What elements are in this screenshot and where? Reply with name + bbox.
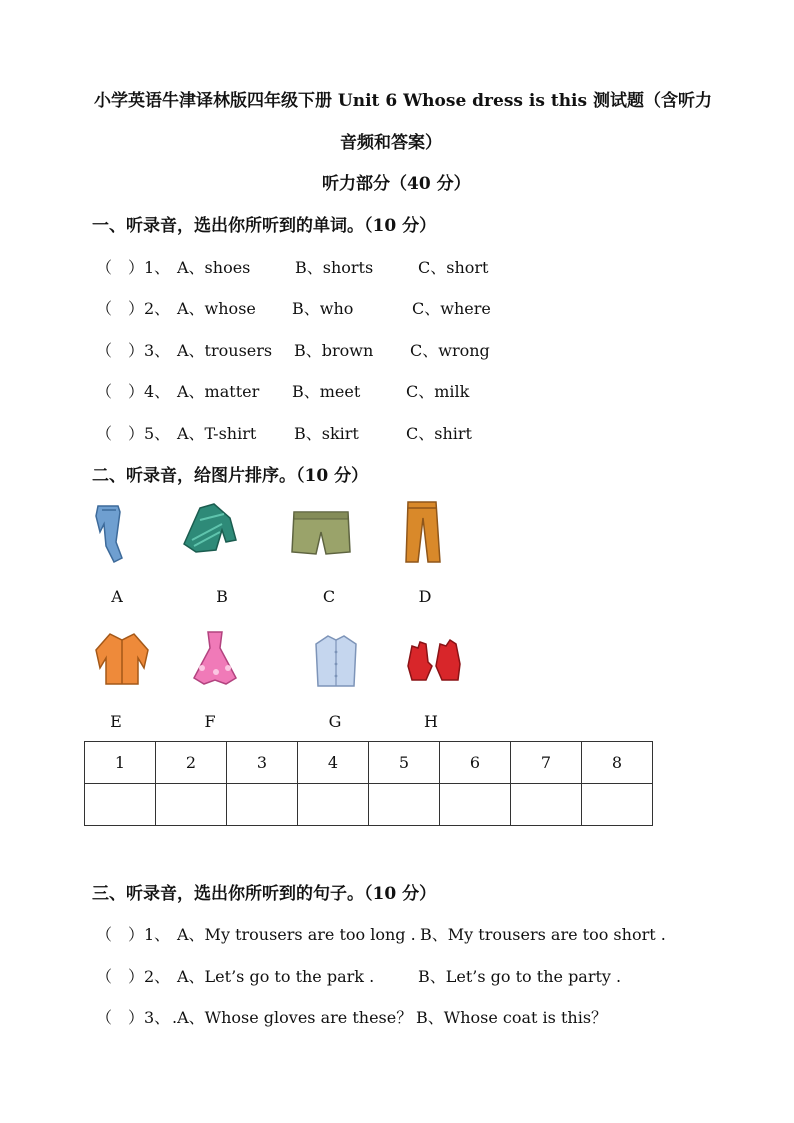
- table-header-cell: 7: [511, 742, 582, 784]
- table-header-cell: 5: [369, 742, 440, 784]
- q-bracket: （ ）2、: [96, 967, 171, 986]
- q-bracket: （ ）1、: [96, 258, 171, 277]
- table-header-cell: 6: [440, 742, 511, 784]
- q-bracket: （ ）5、: [96, 424, 171, 443]
- section1-heading: 一、听录音，选出你所听到的单词。（10 分）: [92, 216, 437, 236]
- picture-label-e: E: [110, 712, 122, 731]
- picture-label-b: B: [216, 587, 228, 606]
- answer-cell[interactable]: [156, 784, 227, 826]
- q-bracket: （ ）3、: [96, 341, 171, 360]
- table-header-row: [85, 742, 653, 784]
- option-c: C、shirt: [406, 424, 472, 443]
- option-c: C、short: [418, 258, 489, 277]
- option-b: B、meet: [292, 382, 361, 401]
- gloves-icon: [402, 636, 466, 686]
- jeans-icon: [88, 502, 138, 564]
- option-a: A、Let’s go to the park .: [177, 967, 375, 986]
- doc-title-line1: 小学英语牛津译林版四年级下册 Unit 6 Whose dress is this 测试题（含听力: [94, 91, 713, 111]
- picture-label-a: A: [111, 587, 123, 606]
- option-a: A、T-shirt: [177, 424, 257, 443]
- option-c: C、wrong: [410, 341, 490, 360]
- option-c: C、where: [412, 299, 491, 318]
- section3-heading: 三、听录音，选出你所听到的句子。（10 分）: [92, 884, 437, 904]
- part-title: 听力部分（40 分）: [322, 174, 471, 194]
- option-b: B、who: [292, 299, 354, 318]
- table-header-cell: 4: [298, 742, 369, 784]
- picture-label-g: G: [328, 712, 342, 731]
- q-bracket: （ ）1、: [96, 925, 171, 944]
- section2-heading: 二、听录音，给图片排序。（10 分）: [92, 466, 369, 486]
- answer-table: [84, 741, 653, 826]
- table-header-cell: 1: [85, 742, 156, 784]
- picture-label-h: H: [424, 712, 438, 731]
- shorts-icon: [290, 508, 352, 560]
- picture-label-c: C: [322, 587, 336, 606]
- option-b: B、brown: [294, 341, 374, 360]
- answer-cell[interactable]: [440, 784, 511, 826]
- option-a: A、trousers: [177, 341, 273, 360]
- table-header-cell: 8: [582, 742, 653, 784]
- option-b: B、My trousers are too short .: [420, 925, 666, 944]
- option-a: A、matter: [177, 382, 260, 401]
- answer-cell[interactable]: [582, 784, 653, 826]
- option-b: B、Whose coat is this？: [416, 1008, 608, 1027]
- table-header-cell: 2: [156, 742, 227, 784]
- option-b: B、shorts: [295, 258, 374, 277]
- answer-cell[interactable]: [227, 784, 298, 826]
- option-b: B、Let’s go to the party .: [418, 967, 622, 986]
- option-c: C、milk: [406, 382, 470, 401]
- q-bracket: （ ）2、: [96, 299, 171, 318]
- q-bracket: （ ）3、: [96, 1008, 171, 1027]
- picture-label-f: F: [204, 712, 216, 731]
- option-a: A、shoes: [177, 258, 251, 277]
- q-bracket: （ ）4、: [96, 382, 171, 401]
- option-b: B、skirt: [294, 424, 359, 443]
- answer-cell[interactable]: [369, 784, 440, 826]
- option-a: .A、Whose gloves are these？: [172, 1008, 413, 1027]
- answer-cell[interactable]: [511, 784, 582, 826]
- option-a: A、whose: [177, 299, 256, 318]
- answer-cell[interactable]: [298, 784, 369, 826]
- table-header-cell: 3: [227, 742, 298, 784]
- table-answer-row: [85, 784, 653, 826]
- option-a: A、My trousers are too long .: [177, 925, 416, 944]
- sweater-icon: [178, 500, 240, 558]
- picture-label-d: D: [418, 587, 432, 606]
- coat-icon: [90, 628, 154, 688]
- dress-icon: [186, 628, 244, 688]
- trousers-icon: [402, 500, 444, 566]
- answer-cell[interactable]: [85, 784, 156, 826]
- shirt-icon: [312, 632, 360, 690]
- doc-title-line2: 音频和答案）: [340, 133, 442, 153]
